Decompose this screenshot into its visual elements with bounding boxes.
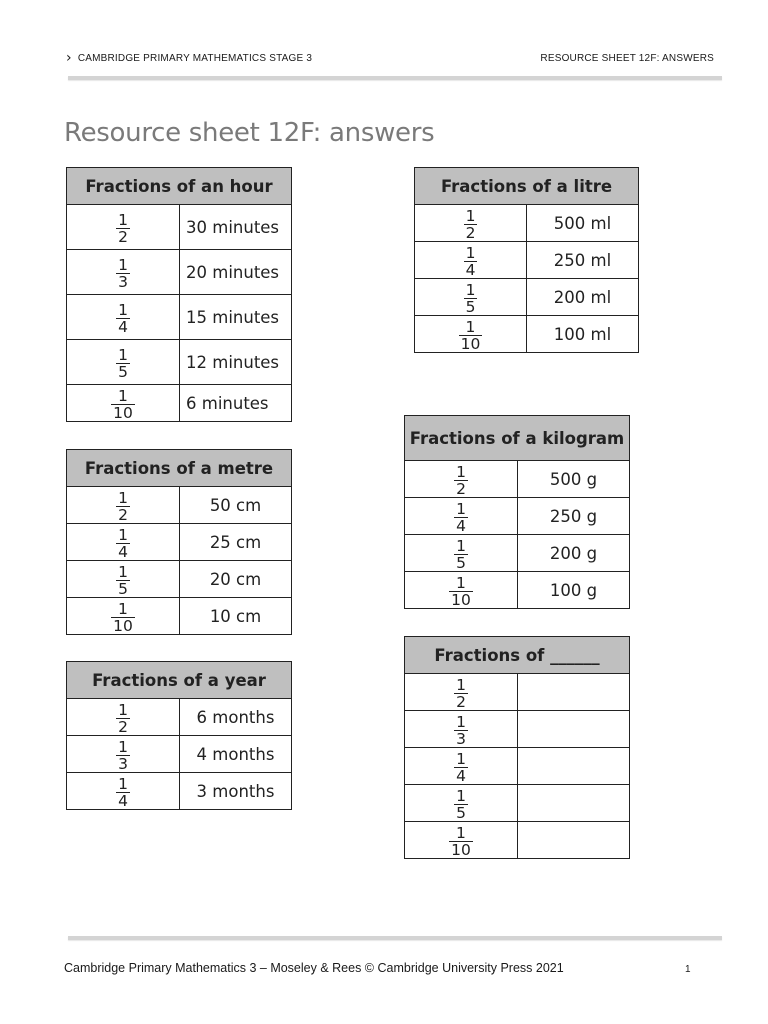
table-row xyxy=(67,385,292,422)
fraction-cell: $\frac{1}{3}$ xyxy=(405,711,518,748)
answer-cell: 10 cm xyxy=(180,598,292,635)
table-row xyxy=(67,295,292,340)
table-row xyxy=(405,748,630,785)
answer-cell: 4 months xyxy=(180,736,292,773)
fraction-cell: $\frac{1}{2}$ xyxy=(67,205,180,250)
table-row xyxy=(405,674,630,711)
table-heading: Fractions of a year xyxy=(67,662,292,699)
table-row xyxy=(67,773,292,810)
fraction-cell: $\frac{1}{2}$ xyxy=(67,699,180,736)
fraction-cell: $\frac{1}{10}$ xyxy=(415,316,527,353)
answer-cell: 15 minutes xyxy=(180,295,292,340)
year-table xyxy=(66,661,292,810)
fraction-cell: $\frac{1}{10}$ xyxy=(67,598,180,635)
fraction-cell: $\frac{1}{2}$ xyxy=(405,461,518,498)
answer-cell: 12 minutes xyxy=(180,340,292,385)
fraction-cell: $\frac{1}{10}$ xyxy=(67,385,180,422)
table-row xyxy=(405,535,630,572)
fraction-cell: $\frac{1}{4}$ xyxy=(405,748,518,785)
table-row xyxy=(67,524,292,561)
table-row xyxy=(67,250,292,295)
answer-cell: 250 ml xyxy=(527,242,639,279)
fraction-cell: $\frac{1}{4}$ xyxy=(67,295,180,340)
answer-cell: 20 minutes xyxy=(180,250,292,295)
fraction-cell: $\frac{1}{2}$ xyxy=(405,674,518,711)
answer-cell: 100 ml xyxy=(527,316,639,353)
table-heading: Fractions of an hour xyxy=(67,168,292,205)
running-header-right: RESOURCE SHEET 12F: ANSWERS xyxy=(540,53,714,64)
table-heading: Fractions of a kilogram xyxy=(405,416,630,461)
fraction-cell: $\frac{1}{4}$ xyxy=(67,773,180,810)
fraction-cell: $\frac{1}{5}$ xyxy=(67,561,180,598)
table-row xyxy=(405,785,630,822)
table-row xyxy=(415,242,639,279)
table-row xyxy=(67,736,292,773)
series-title: CAMBRIDGE PRIMARY MATHEMATICS STAGE 3 xyxy=(77,52,313,64)
answer-cell xyxy=(518,748,630,785)
table-row xyxy=(67,340,292,385)
answer-cell: 3 months xyxy=(180,773,292,810)
answer-cell: 25 cm xyxy=(180,524,292,561)
hour-table xyxy=(66,167,292,422)
page-number: 1 xyxy=(685,964,691,975)
answer-cell: 50 cm xyxy=(180,487,292,524)
answer-cell: 30 minutes xyxy=(180,205,292,250)
fraction-cell: $\frac{1}{10}$ xyxy=(405,572,518,609)
answer-cell xyxy=(518,785,630,822)
kilogram-table xyxy=(404,415,630,609)
table-row xyxy=(67,699,292,736)
answer-cell: 6 minutes xyxy=(180,385,292,422)
answer-cell: 100 g xyxy=(518,572,630,609)
fraction-cell: $\frac{1}{3}$ xyxy=(67,250,180,295)
fraction-cell: $\frac{1}{5}$ xyxy=(67,340,180,385)
answer-cell: 250 g xyxy=(518,498,630,535)
litre-table xyxy=(414,167,639,353)
table-row xyxy=(405,572,630,609)
header-divider xyxy=(68,76,722,80)
table-row xyxy=(405,822,630,859)
answer-cell: 20 cm xyxy=(180,561,292,598)
answer-cell: 500 ml xyxy=(527,205,639,242)
fraction-cell: $\frac{1}{4}$ xyxy=(405,498,518,535)
answer-cell: 200 g xyxy=(518,535,630,572)
blank-table xyxy=(404,636,630,859)
table-row xyxy=(67,205,292,250)
table-row xyxy=(405,498,630,535)
fraction-cell: $\frac{1}{4}$ xyxy=(67,524,180,561)
answer-cell: 200 ml xyxy=(527,279,639,316)
table-row xyxy=(405,711,630,748)
chevron-right-icon: › xyxy=(66,50,72,66)
fraction-cell: $\frac{1}{10}$ xyxy=(405,822,518,859)
metre-table xyxy=(66,449,292,635)
table-row xyxy=(67,561,292,598)
fraction-cell: $\frac{1}{5}$ xyxy=(415,279,527,316)
answer-cell: 6 months xyxy=(180,699,292,736)
fraction-cell: $\frac{1}{2}$ xyxy=(67,487,180,524)
answer-cell xyxy=(518,711,630,748)
fraction-cell: $\frac{1}{5}$ xyxy=(405,535,518,572)
footer-divider xyxy=(68,936,722,940)
table-heading: Fractions of ______ xyxy=(405,637,630,674)
table-row xyxy=(67,598,292,635)
running-header-left xyxy=(66,52,312,64)
table-row xyxy=(405,461,630,498)
fraction-cell: $\frac{1}{4}$ xyxy=(415,242,527,279)
answer-cell xyxy=(518,822,630,859)
table-heading: Fractions of a litre xyxy=(415,168,639,205)
answer-cell xyxy=(518,674,630,711)
table-row xyxy=(415,279,639,316)
answer-cell: 500 g xyxy=(518,461,630,498)
table-row xyxy=(415,205,639,242)
fraction-cell: $\frac{1}{5}$ xyxy=(405,785,518,822)
fraction-cell: $\frac{1}{3}$ xyxy=(67,736,180,773)
fraction-cell: $\frac{1}{2}$ xyxy=(415,205,527,242)
page-title: Resource sheet 12F: answers xyxy=(64,118,435,148)
table-row xyxy=(67,487,292,524)
table-row xyxy=(415,316,639,353)
copyright-footer: Cambridge Primary Mathematics 3 – Moseley & Rees © Cambridge University Press 2021 xyxy=(64,961,564,975)
table-heading: Fractions of a metre xyxy=(67,450,292,487)
